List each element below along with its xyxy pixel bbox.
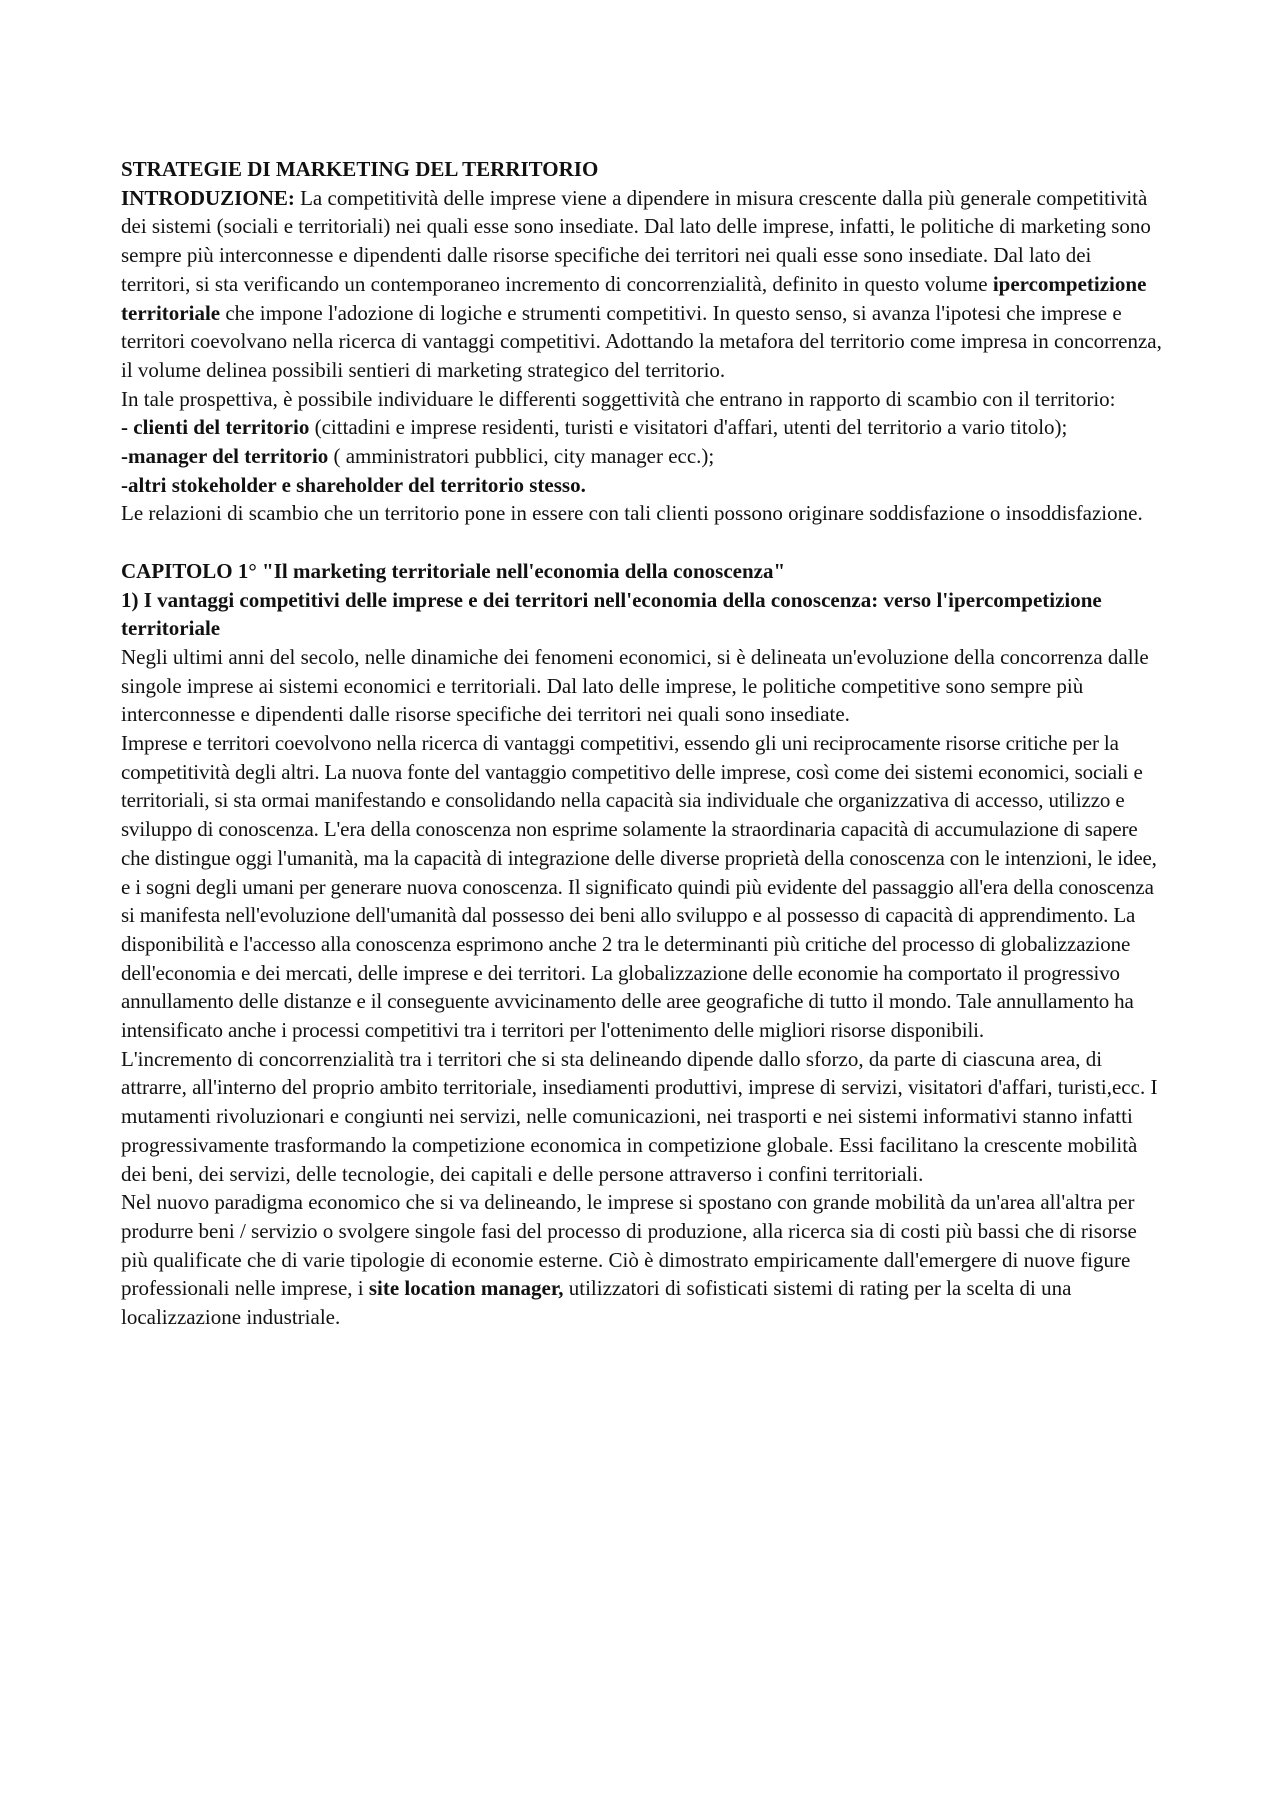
list-item-text: (cittadini e imprese residenti, turisti e visitatori d'affari, utenti del territorio a vario titolo); <box>309 415 1068 440</box>
chapter-title: CAPITOLO 1° "Il marketing territoriale nell'economia della conoscenza" <box>121 558 786 583</box>
intro-text-1: La competitività delle imprese viene a dipendere in misura crescente dalla più generale competitività dei sistemi (sociali e territoriali) nei quali esse sono insediate. Dal lato delle imprese, infatti, le politiche di marketing sono sempre più interconnesse e dipendenti dalle risorse specifiche dei territori nei quali esse sono insediate. Dal lato dei territori, si sta verificando un contemporaneo incremento di concorrenzialità, definito in questo volume <box>121 185 1151 296</box>
list-item <box>121 471 1165 500</box>
intro-label: INTRODUZIONE: <box>121 185 295 210</box>
list-item-bold: - clienti del territorio <box>121 415 310 440</box>
list-item-bold: -altri stokeholder e shareholder del territorio stesso. <box>121 472 586 497</box>
document-title: STRATEGIE DI MARKETING DEL TERRITORIO <box>121 157 599 181</box>
body-paragraph: Negli ultimi anni del secolo, nelle dinamiche dei fenomeni economici, si è delineata un'evoluzione della concorrenza dalle singole imprese ai sistemi economici e territoriali. Dal lato delle imprese, le politiche competitive sono sempre più interconnesse e dipendenti dalle risorse specifiche dei territori nei quali sono insediate. <box>121 644 1149 727</box>
list-item <box>121 413 1165 442</box>
body-paragraph: Imprese e territori coevolvono nella ricerca di vantaggi competitivi, essendo gli uni reciprocamente risorse critiche per la competitività degli altri. La nuova fonte del vantaggio competitivo delle imprese, così come dei sistemi economici, sociali e territoriali, si sta ormai manifestando e consolidando nella capacità sia individuale che organizzativa di accesso, utilizzo e sviluppo di conoscenza. L'era della conoscenza non esprime solamente la straordinaria capacità di accumulazione di sapere che distingue oggi l'umanità, ma la capacità di integrazione delle diverse proprietà della conoscenza con le intenzioni, le idee, e i sogni degli umani per generare nuova conoscenza. Il significato quindi più evidente del passaggio all'era della conoscenza si manifesta nell'evoluzione dell'umanità dal possesso dei beni allo sviluppo e al possesso di capacità di apprendimento. La disponibilità e l'accesso alla conoscenza esprimono anche 2 tra le determinanti più critiche del processo di globalizzazione dell'economia e dei mercati, delle imprese e dei territori. La globalizzazione delle economie ha comportato il progressivo annullamento delle distanze e il conseguente avvicinamento delle aree geografiche di tutto il mondo. Tale annullamento ha intensificato anche i processi competitivi tra i territori per l'ottenimento delle migliori risorse disponibili. <box>121 731 1157 1043</box>
body-paragraph: L'incremento di concorrenzialità tra i territori che si sta delineando dipende dallo sforzo, da parte di ciascuna area, di attrarre, all'interno del proprio ambito territoriale, insediamenti produttivi, imprese di servizi, visitatori d'affari, turisti,ecc. I mutamenti rivoluzionari e congiunti nei servizi, nelle comunicazioni, nei trasporti e nei sistemi informativi stanno infatti progressivamente trasformando la competizione economica in competizione globale. Essi facilitano la crescente mobilità dei beni, dei servizi, delle tecnologie, dei capitali e delle persone attraverso i confini territoriali. <box>121 1046 1158 1186</box>
intro-bold-term: ipercompetizione territoriale <box>121 271 1147 325</box>
relations-paragraph: Le relazioni di scambio che un territorio pone in essere con tali clienti possono originare soddisfazione o insoddisfazione. <box>121 501 1143 526</box>
list-item-bold: -manager del territorio <box>121 444 329 469</box>
perspective-paragraph: In tale prospettiva, è possibile individuare le differenti soggettività che entrano in rapporto di scambio con il territorio: <box>121 386 1116 411</box>
section-title: 1) I vantaggi competitivi delle imprese e dei territori nell'economia della conoscenza: verso l'ipercompetizione territoriale <box>121 587 1102 641</box>
intro-paragraph <box>121 184 1165 385</box>
list-item <box>121 442 1165 471</box>
list-item-text: ( amministratori pubblici, city manager ecc.); <box>328 444 715 469</box>
last-paragraph-text-2: utilizzatori di sofisticati sistemi di rating per la scelta di una localizzazione industriale. <box>121 1276 1072 1330</box>
blank-line <box>121 528 1165 557</box>
intro-text-2: che impone l'adozione di logiche e strumenti competitivi. In questo senso, si avanza l'ipotesi che imprese e territori coevolvano nella ricerca di vantaggi competitivi. Adottando la metafora del territorio come impresa in concorrenza, il volume delinea possibili sentieri di marketing strategico del territorio. <box>121 300 1162 382</box>
last-paragraph-bold-term: site location manager, <box>368 1276 564 1301</box>
last-paragraph-text-1: Nel nuovo paradigma economico che si va delineando, le imprese si spostano con grande mobilità da un'area all'altra per produrre beni / servizio o svolgere singole fasi del processo di produzione, alla ricerca sia di costi più bassi che di risorse più qualificate che di varie tipologie di economie esterne. Ciò è dimostrato empiricamente dall'emergere di nuove figure professionali nelle imprese, i <box>121 1190 1137 1301</box>
last-paragraph <box>121 1188 1165 1332</box>
